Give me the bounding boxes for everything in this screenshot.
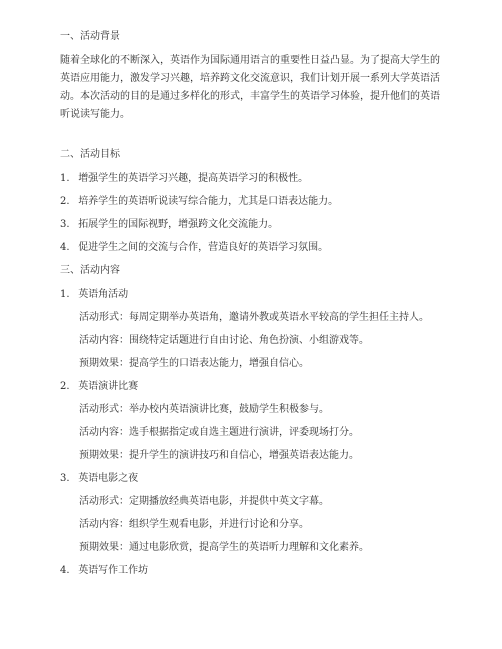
section-heading-content: 三、活动内容 [60,265,120,276]
background-paragraph: 随着全球化的不断深入，英语作为国际通用语言的重要性日益凸显。为了提高大学生的英语应用能力，激发学习兴趣，培养跨文化交流意识，我们计划开展一系列大学英语活动。本次活动的目的是通过多样化的形式，丰富学生的英语学习体验，提升他们的英语听说读写能力。 [60,55,440,120]
activity-title [60,564,502,578]
goal-number: 4. [60,242,70,253]
activity-title-text: 英语角活动 [78,289,129,300]
goal-item [60,241,502,255]
goal-text: 增强学生的英语学习兴趣，提高英语学习的积极性。 [78,173,309,184]
activity-title [60,288,502,302]
goal-item [60,172,502,186]
activity-number: 3. [60,473,70,484]
goal-number: 2. [60,196,70,207]
activity-title-text: 英语写作工作坊 [78,565,149,576]
activity-number: 4. [60,565,70,576]
goal-number: 1. [60,173,70,184]
goal-text: 培养学生的英语听说读写综合能力，尤其是口语表达能力。 [78,196,339,207]
activity-effect: 预期效果：提高学生的口语表达能力，增强自信心。 [79,358,309,369]
activity-content: 活动内容：组织学生观看电影，并进行讨论和分享。 [79,519,309,530]
section-heading-background: 一、活动背景 [60,31,120,42]
goal-number: 3. [60,219,70,230]
activity-effect: 预期效果：提升学生的演讲技巧和自信心，增强英语表达能力。 [79,450,359,461]
activity-title [60,380,502,394]
activity-form: 活动形式：每周定期举办英语角，邀请外教或英语水平较高的学生担任主持人。 [79,312,429,323]
activity-number: 2. [60,381,70,392]
activity-form: 活动形式：举办校内英语演讲比赛，鼓励学生积极参与。 [79,404,329,415]
activity-number: 1. [60,289,70,300]
goal-text: 拓展学生的国际视野，增强跨文化交流能力。 [78,219,279,230]
activity-content: 活动内容：围绕特定话题进行自由讨论、角色扮演、小组游戏等。 [79,335,369,346]
activity-content: 活动内容：选手根据指定或自选主题进行演讲，评委现场打分。 [79,427,359,438]
goal-item [60,195,502,209]
section-heading-goals: 二、活动目标 [60,149,120,160]
activity-title [60,472,502,486]
activity-title-text: 英语演讲比赛 [78,381,139,392]
activity-form: 活动形式：定期播放经典英语电影，并提供中英文字幕。 [79,496,329,507]
goal-text: 促进学生之间的交流与合作，营造良好的英语学习氛围。 [78,242,329,253]
goal-item [60,218,502,232]
activity-effect: 预期效果：通过电影欣赏，提高学生的英语听力理解和文化素养。 [79,542,369,553]
activity-title-text: 英语电影之夜 [78,473,139,484]
